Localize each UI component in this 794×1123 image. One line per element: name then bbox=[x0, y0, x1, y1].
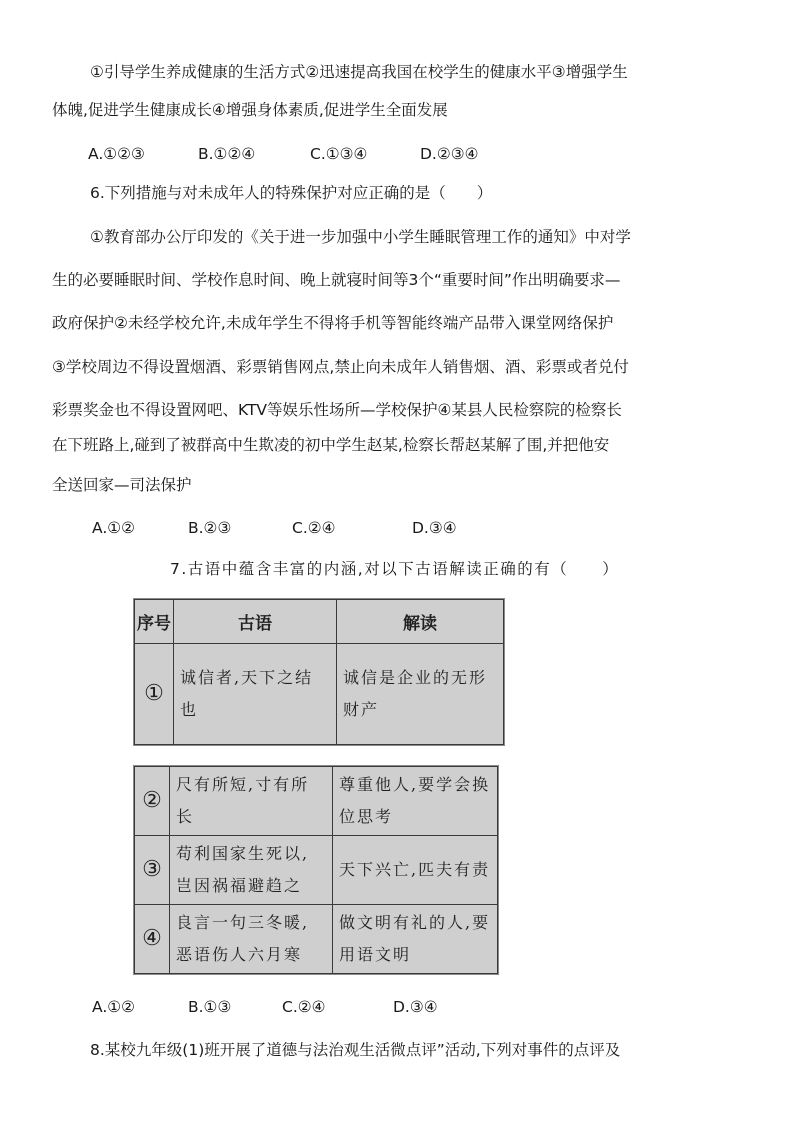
table-row bbox=[135, 836, 498, 905]
header-interpretation: 解读 bbox=[337, 600, 504, 644]
q7-table-bottom bbox=[134, 766, 498, 974]
q7-table-top-image bbox=[133, 598, 505, 746]
row-number: ④ bbox=[135, 905, 170, 974]
row-interpretation: 天下兴亡,匹夫有责 bbox=[333, 836, 498, 905]
q6-line: 全送回家—司法保护 bbox=[52, 476, 192, 494]
q7-question: 7.古语中蕴含丰富的内涵,对以下古语解读正确的有（ ） bbox=[170, 560, 620, 578]
row-saying: 诚信者,天下之结也 bbox=[174, 644, 337, 745]
q6-line: 彩票奖金也不得设置网吧、KTV等娱乐性场所—学校保护④某县人民检察院的检察长 bbox=[52, 401, 622, 419]
q7-option-b: B.①③ bbox=[188, 998, 232, 1016]
q6-line: ③学校周边不得设置烟酒、彩票销售网点,禁止向未成年人销售烟、酒、彩票或者兑付 bbox=[52, 358, 629, 376]
q5-option-c: C.①③④ bbox=[310, 145, 368, 163]
q6-line: 生的必要睡眠时间、学校作息时间、晚上就寝时间等3个“重要时间”作出明确要求— bbox=[52, 271, 621, 289]
q8-question: 8.某校九年级(1)班开展了道德与法治观生活微点评”活动,下列对事件的点评及 bbox=[90, 1041, 621, 1059]
q7-option-d: D.③④ bbox=[393, 998, 438, 1016]
q6-option-b: B.②③ bbox=[188, 519, 232, 537]
q5-option-a: A.①②③ bbox=[88, 145, 145, 163]
row-saying: 良言一句三冬暖,恶语伤人六月寒 bbox=[170, 905, 333, 974]
table-row bbox=[135, 905, 498, 974]
q6-line: ①教育部办公厅印发的《关于进一步加强中小学生睡眠管理工作的通知》中对学 bbox=[90, 228, 631, 246]
q6-line: 政府保护②未经学校允许,未成年学生不得将手机等智能终端产品带入课堂网络保护 bbox=[52, 314, 614, 332]
row-saying: 苟利国家生死以,岂因祸福避趋之 bbox=[170, 836, 333, 905]
q5-option-d: D.②③④ bbox=[420, 145, 479, 163]
q7-table-bottom-image bbox=[133, 765, 499, 975]
q7-option-c: C.②④ bbox=[282, 998, 326, 1016]
q5-statement-line2: 体魄,促进学生健康成长④增强身体素质,促进学生全面发展 bbox=[52, 101, 448, 119]
q6-option-a: A.①② bbox=[92, 519, 136, 537]
q6-option-d: D.③④ bbox=[412, 519, 457, 537]
row-number: ① bbox=[135, 644, 174, 745]
row-saying: 尺有所短,寸有所长 bbox=[170, 767, 333, 836]
row-number: ② bbox=[135, 767, 170, 836]
header-saying: 古语 bbox=[174, 600, 337, 644]
table-row bbox=[135, 644, 504, 745]
q7-option-a: A.①② bbox=[92, 998, 136, 1016]
q7-table-top bbox=[134, 599, 504, 745]
table-row bbox=[135, 767, 498, 836]
q6-line: 在下班路上,碰到了被群高中生欺凌的初中学生赵某,检察长帮赵某解了围,并把他安 bbox=[52, 436, 610, 454]
row-interpretation: 尊重他人,要学会换位思考 bbox=[333, 767, 498, 836]
row-interpretation: 做文明有礼的人,要用语文明 bbox=[333, 905, 498, 974]
row-interpretation: 诚信是企业的无形财产 bbox=[337, 644, 504, 745]
header-number: 序号 bbox=[135, 600, 174, 644]
q6-question: 6.下列措施与对未成年人的特殊保护对应正确的是（ ） bbox=[90, 184, 493, 202]
q5-option-b: B.①②④ bbox=[198, 145, 256, 163]
q6-option-c: C.②④ bbox=[292, 519, 336, 537]
q5-statement-line1: ①引导学生养成健康的生活方式②迅速提高我国在校学生的健康水平③增强学生 bbox=[90, 63, 628, 81]
row-number: ③ bbox=[135, 836, 170, 905]
